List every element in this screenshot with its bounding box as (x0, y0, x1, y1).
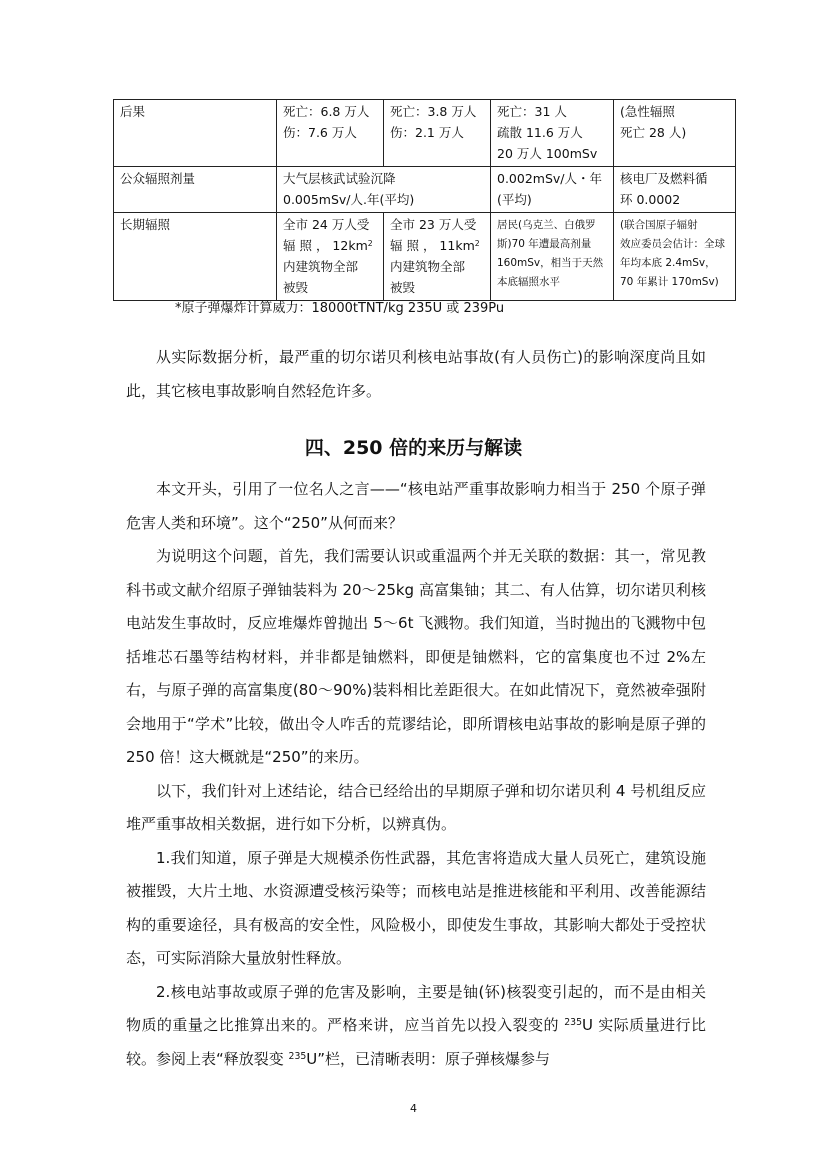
table-cell (384, 213, 491, 301)
table-cell (277, 167, 491, 213)
superscript: 235 (564, 1016, 582, 1028)
cell-line: 全市 23 万人受 (390, 217, 477, 232)
table-row-consequence (114, 100, 736, 167)
cell-line: 死亡：31 人 (497, 104, 567, 119)
superscript: 2 (474, 238, 480, 248)
table-cell (491, 167, 614, 213)
table-cell (491, 213, 614, 301)
cell-line: 被毁 (283, 280, 309, 295)
row-label (114, 213, 277, 301)
cell-line (390, 235, 484, 256)
cell-line: 居民(乌克兰、白俄罗 (497, 219, 596, 231)
cell-line: 被毁 (390, 280, 416, 295)
cell-line: 大气层核武试验沉降 (283, 171, 396, 186)
paragraph-text: U”栏，已清晰表明：原子弹核爆参与 (306, 1049, 551, 1068)
cell-line: 效应委员会估计：全球 (620, 238, 725, 250)
cell-line: 伤：2.1 万人 (390, 125, 464, 140)
cell-line: 内建筑物全部 (283, 259, 359, 274)
cell-line: 环 0.0002 (620, 192, 681, 207)
table-cell (277, 100, 384, 167)
row-label-text: 公众辐照剂量 (120, 171, 196, 186)
cell-text: 辐 照 ， 12km (283, 238, 368, 253)
row-label (114, 100, 277, 167)
section-heading: 四、250 倍的来历与解读 (304, 437, 523, 459)
row-label-text: 长期辐照 (120, 217, 171, 232)
paragraph-text: U 实际质量进行比较。参阅上表“释放裂变 (126, 1016, 706, 1068)
table-cell (384, 100, 491, 167)
page-number: 4 (410, 1102, 417, 1115)
row-label-text: 后果 (120, 104, 146, 119)
cell-line: 0.005mSv/人.年(平均) (283, 192, 415, 207)
table-footnote: *原子弹爆炸计算威力：18000tTNT/kg 235U 或 239Pu (175, 301, 505, 316)
cell-line: 70 年累计 170mSv) (620, 276, 719, 288)
cell-line: 核电厂及燃料循 (620, 171, 708, 186)
paragraph: 以下，我们针对上述结论，结合已经给出的早期原子弹和切尔诺贝利 4 号机组反应堆严重事故相关数据，进行如下分析，以辨真伪。 (126, 781, 706, 833)
superscript: 2 (367, 238, 373, 248)
row-label (114, 167, 277, 213)
table-row-long-term (114, 213, 736, 301)
paragraph: 为说明这个问题，首先，我们需要认识或重温两个并无关联的数据：其一，常见教科书或文献介绍原子弹铀装料为 20～25kg 高富集铀；其二、有人估算，切尔诺贝利核电站发生事故时，反应堆爆炸曾抛出 5～6t 飞溅物。我们知道，当时抛出的飞溅物中包括堆芯石墨等结构材料，并非都是铀燃料，即便是铀燃料，它的富集度也不过 2%左右，与原子弹的高富集度(80～90%)装料相比差距很大。在如此情况下，竟然被牵强附会地用于“学术”比较，做出令人咋舌的荒谬结论，即所谓核电站事故的影响是原子弹的 250 倍！这大概就是“250”的来历。 (126, 547, 706, 766)
cell-line: 160mSv，相当于天然 (497, 257, 604, 269)
cell-line: 内建筑物全部 (390, 259, 466, 274)
cell-line: 死亡：3.8 万人 (390, 104, 477, 119)
cell-line: (平均) (497, 192, 532, 207)
table-cell (614, 213, 736, 301)
table-cell (491, 100, 614, 167)
cell-line: 死亡 28 人) (620, 125, 687, 140)
cell-line: 20 万人 100mSv (497, 146, 598, 161)
cell-line: 本底辐照水平 (497, 276, 560, 288)
table-row-public-dose (114, 167, 736, 213)
table-cell (277, 213, 384, 301)
superscript: 235 (288, 1050, 307, 1062)
body-text (126, 473, 706, 1076)
table-cell (614, 167, 736, 213)
table-cell (614, 100, 736, 167)
cell-line: (联合国原子辐射 (620, 219, 698, 231)
cell-line: 0.002mSv/人・年 (497, 171, 603, 186)
cell-text: 辐 照 ， 11km (390, 238, 475, 253)
paragraph: 1.我们知道，原子弹是大规模杀伤性武器，其危害将造成大量人员死亡，建筑设施被摧毁，大片土地、水资源遭受核污染等；而核电站是推进核能和平利用、改善能源结构的重要途径，具有极高的安全性，风险极小，即使发生事故，其影响大都处于受控状态，可实际消除大量放射性释放。 (126, 848, 706, 967)
cell-line: 伤：7.6 万人 (283, 125, 357, 140)
data-table (113, 99, 736, 301)
cell-line: 年均本底 2.4mSv， (620, 257, 716, 269)
cell-line (283, 235, 377, 256)
paragraph: 本文开头，引用了一位名人之言——“核电站严重事故影响力相当于 250 个原子弹危害人类和环境”。这个“250”从何而来？ (126, 480, 706, 532)
cell-line: (急性辐照 (620, 104, 675, 119)
paragraph (126, 976, 706, 1077)
cell-line: 斯)70 年遭最高剂量 (497, 238, 592, 250)
cell-line: 疏散 11.6 万人 (497, 125, 583, 140)
intro-paragraph-block (126, 341, 706, 408)
paragraph-text: 2.核电站事故或原子弹的危害及影响，主要是铀(钚)核裂变引起的，而不是由相关物质的重量之比推算出来的。严格来讲，应当首先以投入裂变的 (126, 982, 706, 1034)
paragraph: 从实际数据分析，最严重的切尔诺贝利核电站事故(有人员伤亡)的影响深度尚且如此，其它核电事故影响自然轻危许多。 (126, 348, 706, 400)
cell-line: 死亡：6.8 万人 (283, 104, 370, 119)
cell-line: 全市 24 万人受 (283, 217, 370, 232)
